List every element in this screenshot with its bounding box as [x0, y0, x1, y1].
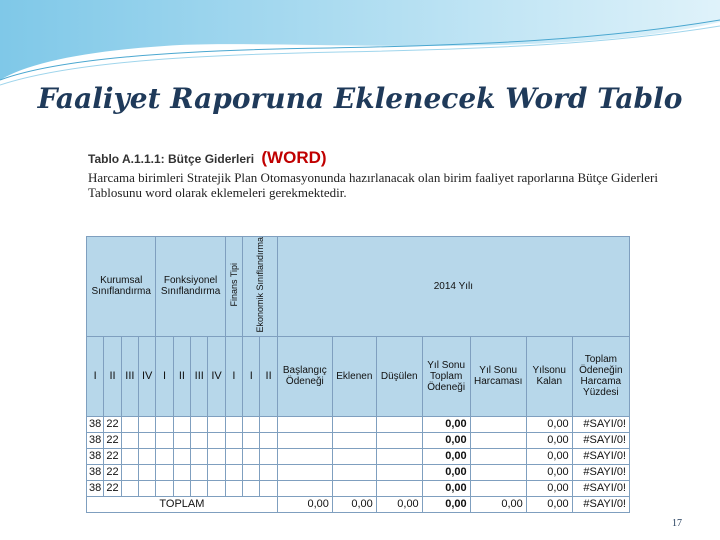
budget-expenses-table [86, 236, 630, 513]
word-tag: (WORD) [261, 148, 327, 167]
cell-percent: #SAYI/0! [572, 464, 629, 480]
cell-total-appropriation: 0,00 [422, 448, 470, 464]
cell-percent: #SAYI/0! [572, 432, 629, 448]
total-label: TOPLAM [87, 496, 278, 512]
cell-k2: 22 [104, 416, 121, 432]
total-added: 0,00 [332, 496, 376, 512]
cell-total-appropriation: 0,00 [422, 480, 470, 496]
cell-k1: 38 [87, 416, 104, 432]
header-level: II [260, 336, 277, 416]
header-added: Eklenen [332, 336, 376, 416]
header-level: I [225, 336, 242, 416]
header-deducted: Düşülen [376, 336, 422, 416]
table-row [87, 448, 630, 464]
slide-title: Faaliyet Raporuna Eklenecek Word Tablo [37, 82, 683, 115]
cell-percent: #SAYI/0! [572, 480, 629, 496]
header-level: I [156, 336, 173, 416]
table-caption [88, 148, 327, 168]
table-description: Harcama birimleri Stratejik Plan Otomasyonunda hazırlanacak olan birim faaliyet raporlarına Bütçe Giderleri Tablosunu word olarak eklemeleri gerekmektedir. [88, 170, 658, 200]
cell-remaining: 0,00 [526, 432, 572, 448]
header-level: IV [139, 336, 156, 416]
total-deducted: 0,00 [376, 496, 422, 512]
header-finans-cell [225, 237, 242, 337]
header-level: II [104, 336, 121, 416]
cell-remaining: 0,00 [526, 464, 572, 480]
total-spending: 0,00 [470, 496, 526, 512]
header-level: I [243, 336, 260, 416]
header-level: III [191, 336, 208, 416]
cell-k1: 38 [87, 464, 104, 480]
total-initial: 0,00 [277, 496, 332, 512]
header-wave-decoration [0, 0, 720, 90]
cell-total-appropriation: 0,00 [422, 464, 470, 480]
cell-k2: 22 [104, 432, 121, 448]
header-finans: Finans Tipi [228, 263, 239, 307]
total-row [87, 496, 630, 512]
total-percent: #SAYI/0! [572, 496, 629, 512]
header-total-appropriation: Yıl Sonu Toplam Ödeneği [422, 336, 470, 416]
header-level: II [173, 336, 190, 416]
cell-k1: 38 [87, 432, 104, 448]
table-row [87, 480, 630, 496]
cell-percent: #SAYI/0! [572, 416, 629, 432]
header-ekonomik: Ekonomik Sınıflandırma [254, 237, 265, 333]
page-number: 17 [672, 518, 682, 529]
cell-k1: 38 [87, 448, 104, 464]
table-row [87, 464, 630, 480]
header-remaining: Yılsonu Kalan [526, 336, 572, 416]
header-percent: Toplam Ödeneğin Harcama Yüzdesi [572, 336, 629, 416]
header-ekonomik-cell [243, 237, 278, 337]
total-appropriation: 0,00 [422, 496, 470, 512]
cell-total-appropriation: 0,00 [422, 432, 470, 448]
cell-k2: 22 [104, 448, 121, 464]
header-level: I [87, 336, 104, 416]
cell-remaining: 0,00 [526, 480, 572, 496]
cell-k2: 22 [104, 464, 121, 480]
cell-k1: 38 [87, 480, 104, 496]
header-fonksiyonel: Fonksiyonel Sınıflandırma [156, 237, 225, 337]
header-initial: Başlangıç Ödeneği [277, 336, 332, 416]
table-caption-label: Tablo A.1.1.1: Bütçe Giderleri [88, 152, 255, 166]
table-row [87, 432, 630, 448]
header-spending: Yıl Sonu Harcaması [470, 336, 526, 416]
total-remaining: 0,00 [526, 496, 572, 512]
header-kurumsal: Kurumsal Sınıflandırma [87, 237, 156, 337]
cell-remaining: 0,00 [526, 448, 572, 464]
cell-k2: 22 [104, 480, 121, 496]
header-level: IV [208, 336, 225, 416]
header-year: 2014 Yılı [277, 237, 629, 337]
table-row [87, 416, 630, 432]
cell-total-appropriation: 0,00 [422, 416, 470, 432]
cell-remaining: 0,00 [526, 416, 572, 432]
cell-percent: #SAYI/0! [572, 448, 629, 464]
header-level: III [121, 336, 138, 416]
